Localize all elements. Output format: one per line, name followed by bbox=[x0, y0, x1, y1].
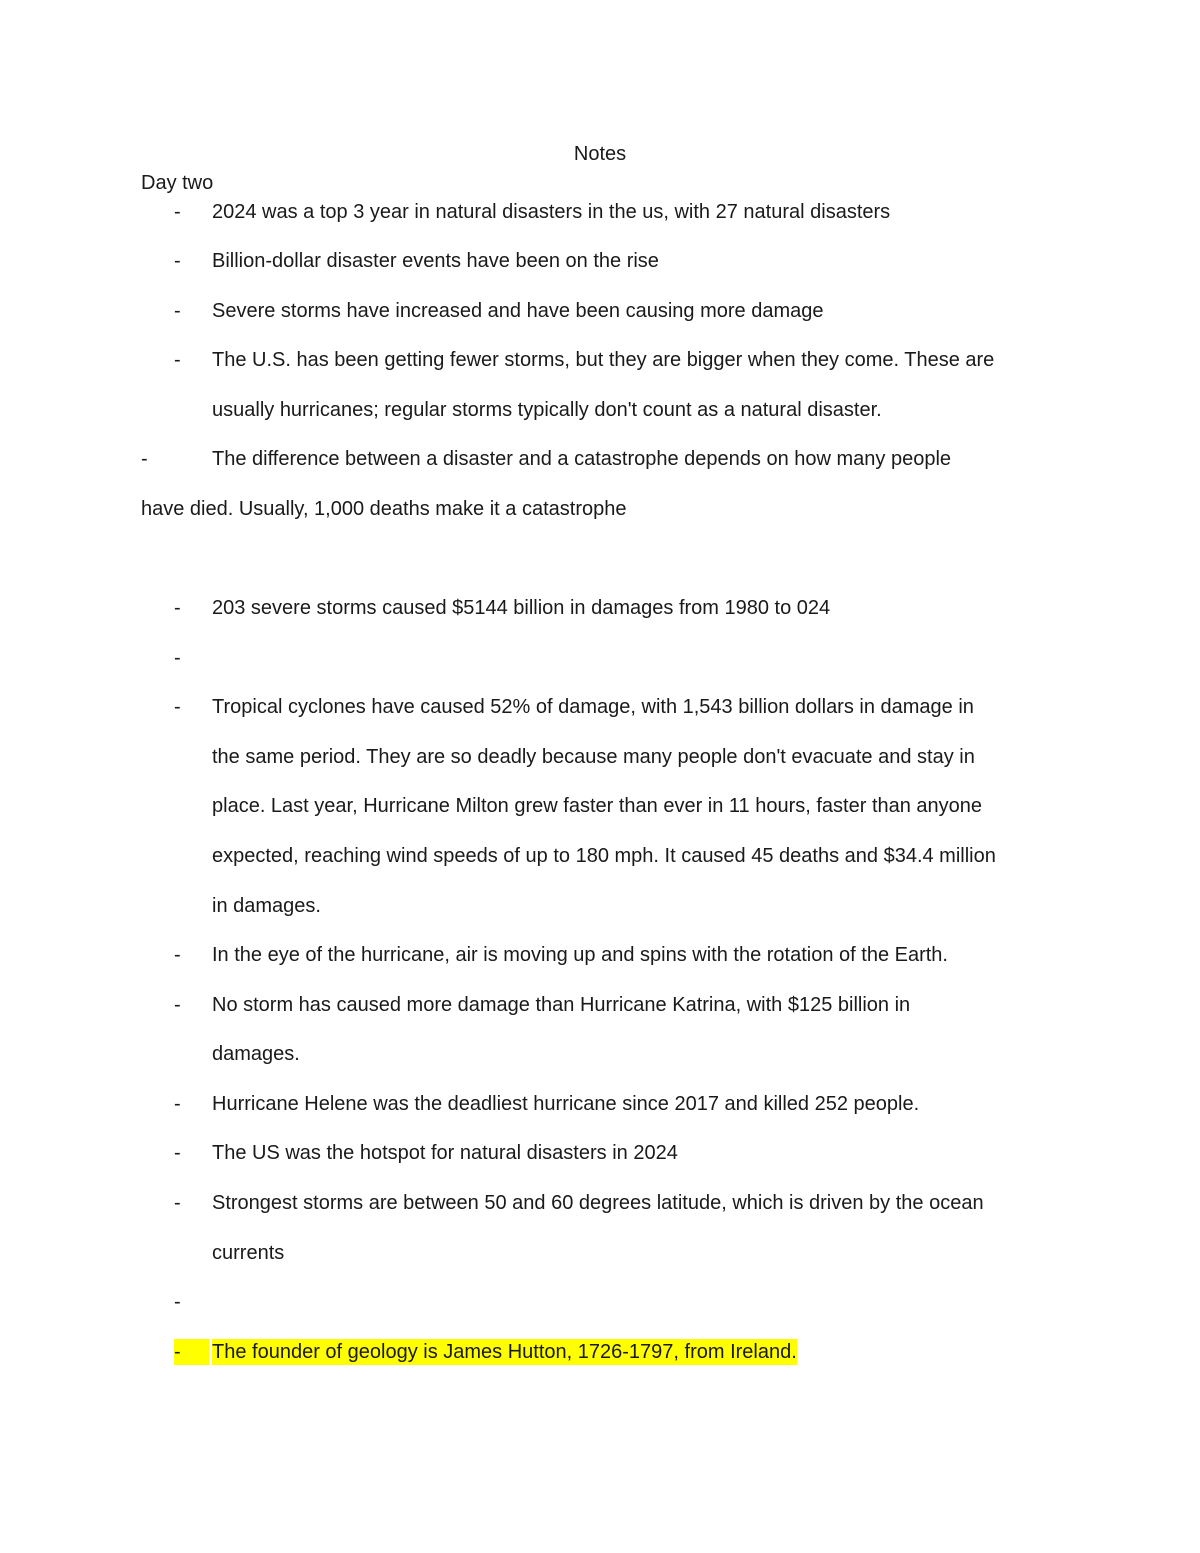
list-item bbox=[0, 992, 1200, 1018]
list-item-text: usually hurricanes; regular storms typically don't count as a natural disaster. bbox=[212, 399, 882, 421]
list-item-text: Severe storms have increased and have been causing more damage bbox=[212, 300, 824, 322]
bullet-dash: - bbox=[174, 696, 181, 718]
list-item-continuation bbox=[0, 496, 1200, 522]
list-item bbox=[0, 942, 1200, 968]
bullet-dash: - bbox=[174, 994, 181, 1016]
list-item bbox=[0, 199, 1200, 225]
bullet-dash: - bbox=[174, 250, 181, 272]
bullet-dash: - bbox=[174, 944, 181, 966]
bullet-dash: - bbox=[174, 300, 181, 322]
bullet-dash: - bbox=[174, 1142, 181, 1164]
list-item bbox=[0, 446, 1200, 472]
list-item-text: expected, reaching wind speeds of up to 180 mph. It caused 45 deaths and $34.4 million bbox=[212, 845, 996, 867]
list-item bbox=[0, 347, 1200, 373]
list-item bbox=[0, 248, 1200, 274]
bullet-dash: - bbox=[174, 1339, 209, 1365]
list-item-text: The difference between a disaster and a catastrophe depends on how many people bbox=[212, 448, 952, 470]
list-item bbox=[0, 694, 1200, 720]
list-item-text: currents bbox=[212, 1242, 285, 1264]
list-item-continuation bbox=[0, 1240, 1200, 1266]
list-item-text: No storm has caused more damage than Hurricane Katrina, with $125 billion in bbox=[212, 994, 911, 1016]
list-item-text: The U.S. has been getting fewer storms, but they are bigger when they come. These are bbox=[212, 349, 995, 371]
list-item-text: In the eye of the hurricane, air is moving up and spins with the rotation of the Earth. bbox=[212, 944, 948, 966]
list-item bbox=[0, 1091, 1200, 1117]
list-item-highlighted bbox=[0, 1339, 1200, 1365]
list-item-text: 203 severe storms caused $5144 billion in damages from 1980 to 024 bbox=[212, 597, 831, 619]
list-item-text: in damages. bbox=[212, 895, 321, 917]
list-item-text: The US was the hotspot for natural disasters in 2024 bbox=[212, 1142, 678, 1164]
bullet-dash: - bbox=[174, 1093, 181, 1115]
list-item-continuation bbox=[0, 843, 1200, 869]
list-item-empty bbox=[0, 1289, 1200, 1315]
bullet-dash: - bbox=[174, 1192, 181, 1214]
list-item-continuation bbox=[0, 1041, 1200, 1067]
list-item-continuation bbox=[0, 893, 1200, 919]
list-item-continuation bbox=[0, 793, 1200, 819]
list-item-text: the same period. They are so deadly because many people don't evacuate and stay in bbox=[212, 746, 975, 768]
list-item-text: place. Last year, Hurricane Milton grew faster than ever in 11 hours, faster than anyone bbox=[212, 795, 983, 817]
page-subtitle: Day two bbox=[141, 172, 214, 194]
list-item-text: Billion-dollar disaster events have been on the rise bbox=[212, 250, 659, 272]
list-item bbox=[0, 595, 1200, 621]
list-item-text: 2024 was a top 3 year in natural disasters in the us, with 27 natural disasters bbox=[212, 201, 891, 223]
highlighted-text: The founder of geology is James Hutton, 1726-1797, from Ireland. bbox=[212, 1341, 797, 1363]
list-item-text: Tropical cyclones have caused 52% of damage, with 1,543 billion dollars in damage in bbox=[212, 696, 974, 718]
list-item-text: Hurricane Helene was the deadliest hurricane since 2017 and killed 252 people. bbox=[212, 1093, 920, 1115]
list-item bbox=[0, 1190, 1200, 1216]
list-item-empty bbox=[0, 645, 1200, 671]
bullet-dash: - bbox=[174, 1291, 181, 1313]
bullet-dash: - bbox=[141, 448, 148, 470]
list-item bbox=[0, 1140, 1200, 1166]
list-item bbox=[0, 298, 1200, 324]
list-item-continuation bbox=[0, 744, 1200, 770]
bullet-dash: - bbox=[174, 597, 181, 619]
list-item-text: have died. Usually, 1,000 deaths make it a catastrophe bbox=[141, 498, 627, 520]
list-item-text: damages. bbox=[212, 1043, 300, 1065]
page-title: Notes bbox=[573, 143, 627, 165]
bullet-dash: - bbox=[174, 201, 181, 223]
list-item-text: Strongest storms are between 50 and 60 degrees latitude, which is driven by the ocean bbox=[212, 1192, 984, 1214]
bullet-dash: - bbox=[174, 349, 181, 371]
bullet-dash: - bbox=[174, 647, 181, 669]
list-item-continuation bbox=[0, 397, 1200, 423]
